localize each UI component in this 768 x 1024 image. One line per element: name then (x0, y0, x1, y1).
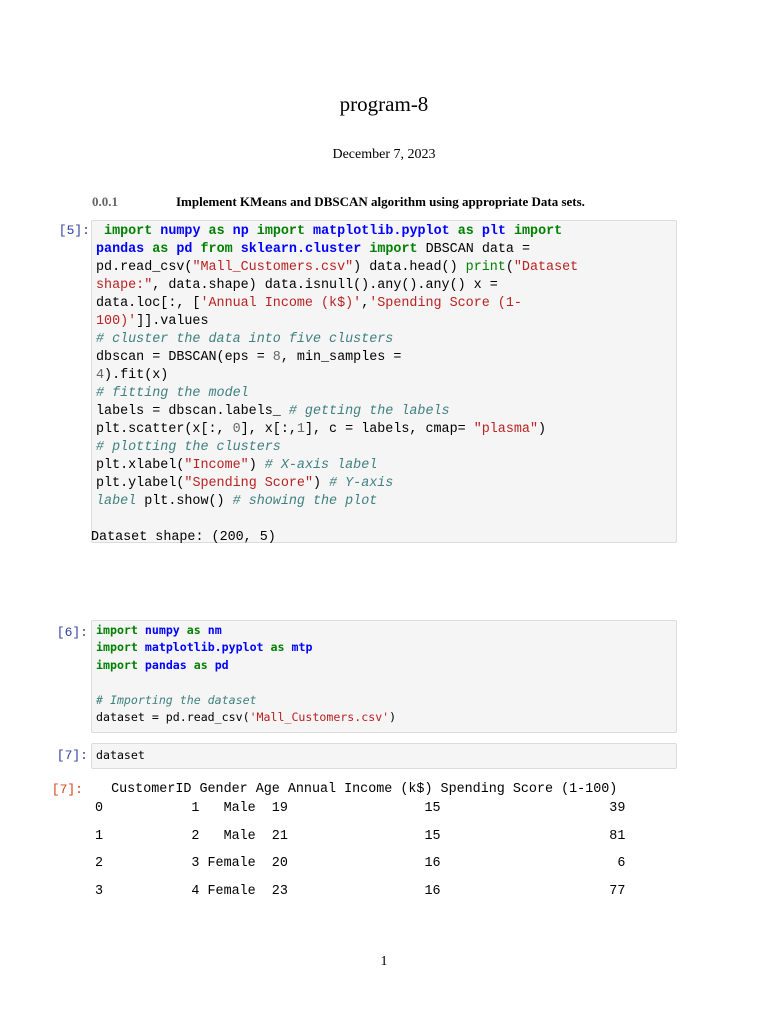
code-cell-5[interactable] (91, 220, 677, 543)
document-date: December 7, 2023 (332, 147, 436, 162)
dataframe-row: 0 1 Male 19 15 39 (95, 801, 626, 816)
code-cell-7-source[interactable]: dataset (96, 748, 145, 762)
code-cell-7[interactable] (91, 743, 677, 769)
dataframe-row: 2 3 Female 20 16 6 (95, 856, 626, 871)
dataframe-row: 3 4 Female 23 16 77 (95, 884, 626, 899)
code-cell-6-source[interactable]: import numpy as nm import matplotlib.pyplot as mtp import pandas as pd # Importing the dataset dataset = pd.read_csv('Mall_Customers.csv') (96, 623, 397, 725)
document-title: program-8 (339, 92, 429, 116)
cell-7-input-prompt: [7]: (56, 748, 88, 763)
section-title: Implement KMeans and DBSCAN algorithm using appropriate Data sets. (176, 194, 585, 209)
cell-6-input-prompt: [6]: (56, 625, 88, 640)
dataframe-header: CustomerID Gender Age Annual Income (k$) Spending Score (1-100) (95, 782, 618, 797)
section-number: 0.0.1 (92, 194, 118, 209)
section-heading (92, 194, 585, 210)
cell-5-stdout: Dataset shape: (200, 5) (91, 530, 276, 545)
cell-5-input-prompt: [5]: (58, 223, 90, 238)
cell-7-output-prompt: [7]: (51, 782, 83, 797)
code-cell-5-source[interactable]: import numpy as np import matplotlib.pyplot as plt import pandas as pd from sklearn.cluster import DBSCAN data = pd.read_csv("Mall_Customers.csv") data.head() print("Dataset shape:", data.shape) data.isnull().any().any() x = data.loc[:, ['Annual Income (k$)','Spending Score (1- 100)']].values # cluster the data into five clusters dbscan = DBSCAN(eps = 8, min_samples = 4).fit(x) # fitting the model labels = dbscan.labels_ # getting the labels plt.scatter(x[:, 0], x[:,1], c = labels, cmap= "plasma") # plotting the clusters plt.xlabel("Income") # X-axis label plt.ylabel("Spending Score") # Y-axis label plt.show() # showing the plot (96, 224, 579, 509)
page-number: 1 (380, 954, 388, 969)
dataframe-row: 1 2 Male 21 15 81 (95, 829, 626, 844)
code-cell-6[interactable] (91, 620, 677, 733)
